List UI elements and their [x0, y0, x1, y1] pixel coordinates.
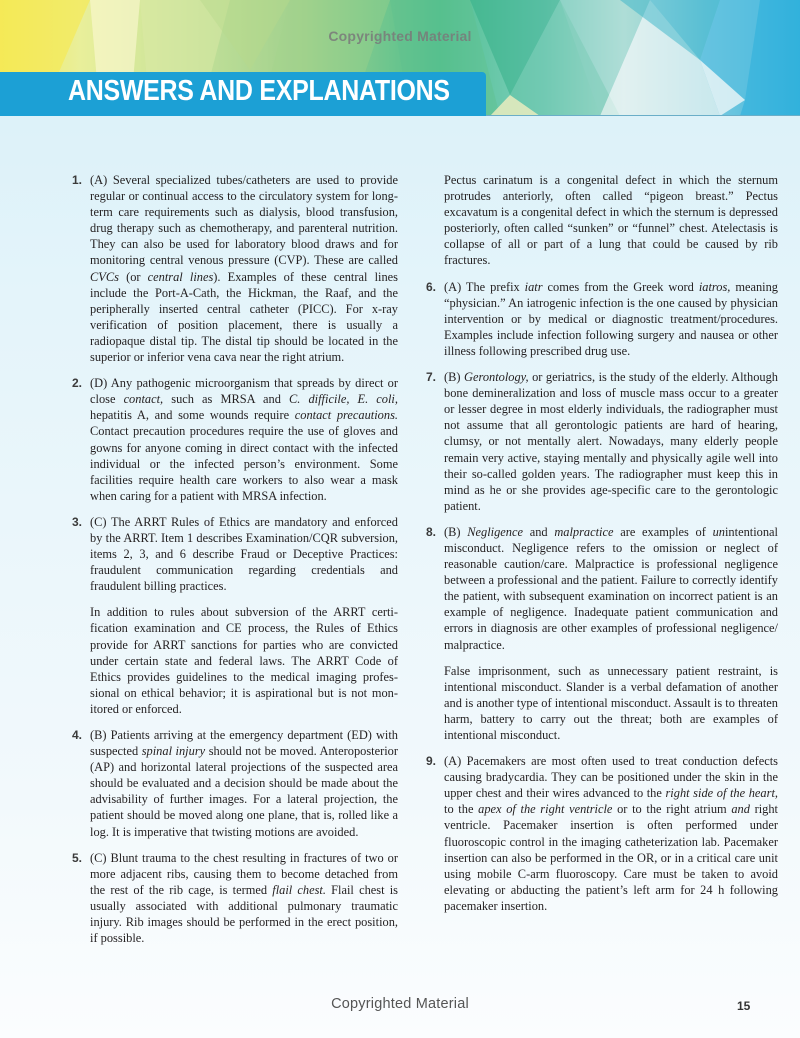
emphasis-text: spinal injury [141, 744, 206, 759]
answer-item [426, 753, 778, 914]
emphasis-text: Gerontology, [464, 370, 529, 385]
body-text: (or [118, 269, 148, 284]
emphasis-text: apex of the right ventricle [478, 802, 613, 817]
answer-letter: (C) [90, 850, 107, 865]
emphasis-text: and [731, 802, 750, 817]
body-text: are examples of [613, 524, 713, 539]
continuation-paragraph: Pectus carinatum is a congenital defect in which the sternum protrudes anteriorly, often called “pigeon breast.” Pectus excavatum is a congenital defect in which the sternum is depressed posteriorly, often called “sunken” or “funnel” chest. Atelectasis is collapse of all or part of a lung that could be caused by rib fractures. [444, 173, 778, 268]
answer-letter: (A) [444, 754, 462, 769]
watermark-bottom: Copyrighted Material [331, 996, 469, 1012]
emphasis-text: iatr [524, 279, 543, 294]
body-text: ). Examples of these central lines include the Port-A-Cath, the Hickman, the Raaf, and the peripherally inserted central catheter (PICC). For x-ray verification of position placement, there is usually a radiopaque distal tip. The distal tip should be located in the superior or inferior vena cava near the right atrium. [90, 269, 398, 365]
item-number: 4. [72, 728, 83, 742]
emphasis-text: contact, [123, 392, 164, 407]
answer-item [426, 279, 778, 359]
body-text: or geriatrics, is the study of the elderly. Although bone demineralization and loss of muscle mass occur to a greater or lesser degree in most elderly individuals, the radiographer must not assume that all gerontologic patients are hard of hearing, clumsy, or not mentally alert. Nowadays, many elderly people remain very active, staying mentally and physically agile well into their so-called golden years. The radiographer must keep this in mind as he or she provides age-specific care to the gerontologic patient. [444, 370, 778, 513]
answer-letter: (B) [444, 370, 461, 385]
answer-item [426, 524, 778, 653]
explanation-paragraph: In addition to rules about subversion of the ARRT certification examination and CE process, the Rules of Ethics provide for ARRT sanctions for parties who are convicted under certain state and federal laws. The ARRT Code of Ethics provides guidelines to the medical imaging professional on ethical behavior; it is aspirational but is not monitored or enforced. [90, 605, 398, 716]
answer-letter: (C) [90, 514, 107, 529]
item-number: 9. [426, 754, 437, 769]
answer-item [72, 514, 398, 594]
emphasis-text: contact precautions. [294, 408, 398, 423]
body-text: Several specialized tubes/catheters are used to provide regular or continual access to the circulatory system for long-term care requirements such as dialysis, blood transfusion, drug therapy such as chemotherapy, and parenteral nutrition. They can also be used for laboratory blood draws and for monitoring central venous pressure (CVP). These are called [90, 173, 398, 268]
item-number: 1. [72, 173, 83, 187]
body-text: such as MRSA and [163, 392, 290, 407]
answer-letter: (B) [90, 728, 107, 742]
answer-letter: (D) [90, 376, 108, 391]
emphasis-text: C. difficile, E. coli, [289, 392, 398, 407]
body-text: right ventricle. Pacemaker insertion is often performed under fluoroscopic control in the imaging catheterization lab. Pacemaker insertion can also be performed in the OR, or in a critical care unit using mobile C-arm fluoroscopy. Care must be taken to avoid elevating or abducting the patient’s left arm for 24 h following pacemaker insertion. [444, 802, 778, 913]
body-text: meaning “physician.” An iatrogenic infection is the one caused by physician intervention or by medical or diagnostic treatment/procedures. Examples include infection following surgery and nausea or other illness following prescribed drug use. [444, 279, 778, 358]
emphasis-text: malpractice [554, 524, 614, 539]
body-text: hepatitis A, and some wounds require [90, 408, 295, 423]
body-text: Any pathogenic microorganism that spreads by direct or close [90, 376, 398, 407]
item-number: 2. [72, 376, 83, 391]
emphasis-text: CVCs [90, 269, 119, 284]
body-text: and [522, 524, 555, 539]
left-column [72, 172, 398, 956]
answer-item [72, 727, 398, 840]
explanation-paragraph: False imprisonment, such as unnecessary patient restraint, is intentional misconduct. Slander is a verbal defamation of another and is another type of intentional misconduct. Assault is to threaten harm, battery to carry out the threat; both are examples of intentional misconduct. [444, 663, 778, 742]
item-number: 7. [426, 370, 437, 385]
body-text: comes from the Greek word [542, 279, 699, 294]
emphasis-text: iatros, [698, 279, 731, 294]
body-text: or to the right atrium [612, 802, 732, 817]
right-column [426, 172, 778, 924]
emphasis-text: right side of the heart, [665, 786, 778, 801]
body-text: intentional misconduct. Negligence refers to the omission or neglect of reasonable caution/care. Malpractice is professional negligence between a professional and the patient. Failure to correctly identify the patient, with subsequent examination on incorrect patient is an example of negligence. Inadequate patient communication and errors in diagnosis are other examples of professional negligence/ malpractice. [444, 524, 778, 652]
answer-item [72, 172, 398, 365]
emphasis-text: central lines [147, 269, 214, 284]
body-text: to the [444, 802, 479, 817]
answer-item [72, 375, 398, 504]
body-text: Blunt trauma to the chest resulting in fractures of two or more adjacent ribs, causing them to become detached from the rest of the rib cage, is termed [90, 850, 398, 897]
body-text: Patients arriving at the emergency department (ED) with suspected [90, 728, 398, 759]
section-title: ANSWERS AND EXPLANATIONS [68, 75, 450, 107]
body-text: Contact precaution procedures require the use of gloves and gowns for anyone coming in direct contact with the infected individual or the infected person’s environment. Some facilities require health care workers to also wear a mask when caring for a patient with MRSA infection. [90, 424, 398, 503]
emphasis-text: flail chest. [272, 882, 326, 897]
item-number: 5. [72, 850, 83, 865]
item-number: 6. [426, 279, 437, 294]
body-text: should not be moved. Anteroposterior (AP) and horizontal lateral projections of the suspected area should be evaluated and a decision should be made about the advisability of further images. For a lateral projection, the patient should be moved along one plane, that is, rolled like a log. It is imperative that twisting motions are avoided. [90, 744, 398, 839]
answer-letter: (A) [444, 279, 462, 294]
answer-letter: (A) [90, 173, 108, 187]
emphasis-text: un [712, 524, 725, 539]
item-number: 3. [72, 514, 83, 529]
page-number: 15 [737, 999, 751, 1013]
body-text: The prefix [461, 279, 525, 294]
answer-letter: (B) [444, 524, 461, 539]
item-number: 8. [426, 524, 437, 539]
body-text: Flail chest is usually associated with additional pulmonary traumatic injury. Rib images should be performed in the erect position, if possible. [90, 882, 398, 946]
body-text: Pacemakers are most often used to treat conduction defects causing bradycardia. They can be positioned under the skin in the upper chest and their wires advanced to the [444, 754, 778, 801]
emphasis-text: Negligence [467, 524, 523, 539]
watermark-top: Copyrighted Material [328, 28, 472, 44]
answer-item [426, 369, 778, 514]
answer-item [72, 850, 398, 947]
body-text: The ARRT Rules of Ethics are mandatory and enforced by the ARRT. Item 1 describes Examination/CQR subversion, items 2, 3, and 6 describe Fraud or Deceptive Practices: fraudulent communication regarding credentials and fraudulent billing practices. [90, 514, 398, 594]
